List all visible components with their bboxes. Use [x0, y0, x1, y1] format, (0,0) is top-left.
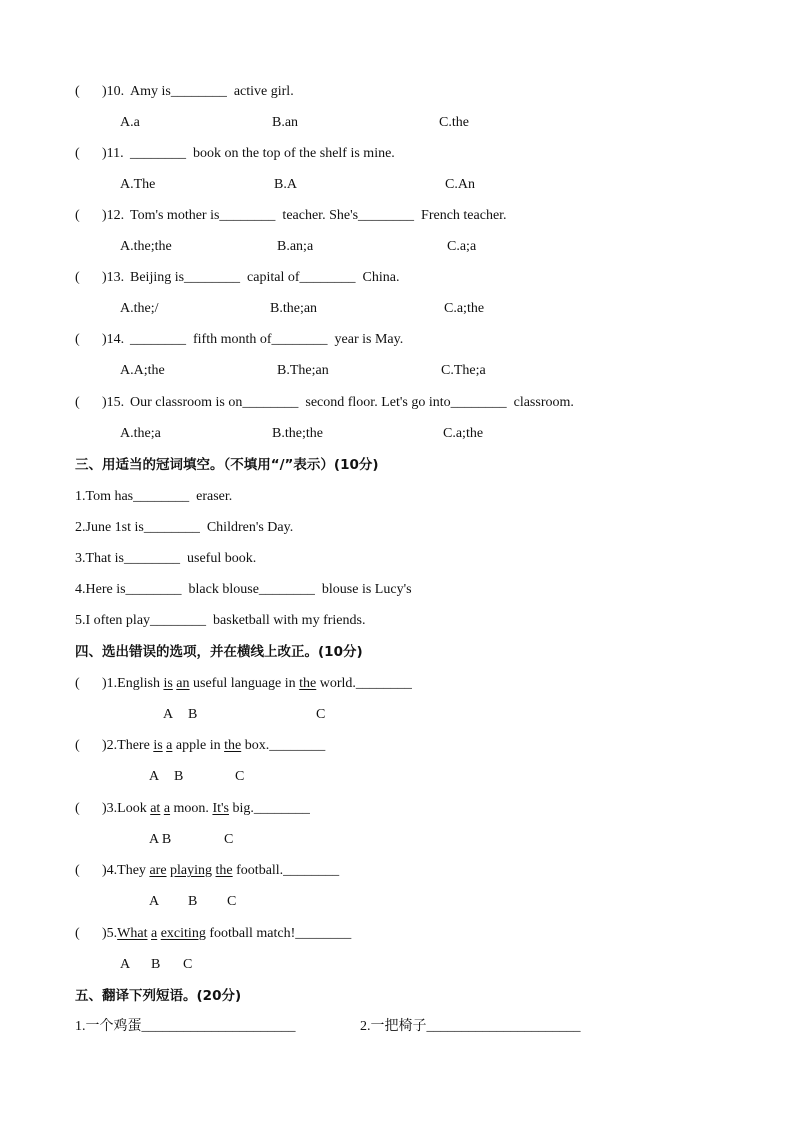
question-number: )13. — [102, 270, 125, 285]
underlined-option: playing — [170, 863, 213, 878]
question-stem: Our classroom is on________ second floor. Let's go into________ classroom. — [130, 395, 574, 410]
underlined-option: an — [176, 676, 190, 691]
answer-option: C.a;the — [443, 426, 484, 441]
sentence-text: )5. — [102, 926, 118, 941]
question-stem: ________ fifth month of________ year is May. — [130, 332, 404, 347]
option-letter: C — [224, 832, 234, 847]
sentence-text: box.________ — [241, 738, 326, 753]
question-stem: Tom's mother is________ teacher. She's________ French teacher. — [130, 208, 507, 223]
question-stem: ________ book on the top of the shelf is mine. — [130, 146, 395, 161]
error-sentence — [102, 800, 310, 818]
section-heading: 三、用适当的冠词填空。（不填用“/”表示）(10分) — [75, 457, 379, 473]
question-number: )15. — [102, 395, 125, 410]
underlined-option: It's — [212, 801, 229, 816]
question-number: )12. — [102, 208, 125, 223]
question-stem: Amy is________ active girl. — [130, 84, 294, 99]
fill-blank-item: 5.I often play________ basketball with my friends. — [75, 613, 366, 628]
question-answer-paren: ( — [75, 332, 80, 347]
question-number: )11. — [102, 146, 124, 161]
option-letter: B — [174, 769, 184, 784]
answer-option: B.the;the — [272, 426, 323, 441]
sentence-text: big.________ — [228, 801, 310, 816]
option-letter: C — [227, 894, 237, 909]
option-letter: A — [163, 707, 174, 722]
question-answer-paren: ( — [75, 863, 80, 878]
question-number: )10. — [102, 84, 125, 99]
question-answer-paren: ( — [75, 395, 80, 410]
question-answer-paren: ( — [75, 84, 80, 99]
answer-option: A.the;a — [120, 426, 161, 441]
translate-item: 1.一个鸡蛋______________________ — [75, 1019, 296, 1034]
error-sentence — [102, 925, 351, 943]
answer-option: C.The;a — [441, 363, 486, 378]
fill-blank-item: 2.June 1st is________ Children's Day. — [75, 520, 294, 535]
fill-blank-item: 1.Tom has________ eraser. — [75, 489, 233, 504]
answer-option: C.An — [445, 177, 475, 192]
option-letter: C — [235, 769, 245, 784]
sentence-text: world.________ — [316, 676, 412, 691]
question-number: )14. — [102, 332, 125, 347]
sentence-text: football.________ — [232, 863, 340, 878]
option-letter: A — [120, 957, 131, 972]
answer-option: B.the;an — [270, 301, 318, 316]
answer-option: C.a;the — [444, 301, 485, 316]
answer-option: B.A — [274, 177, 297, 192]
option-letter: C — [183, 957, 193, 972]
question-answer-paren: ( — [75, 146, 80, 161]
answer-option: B.an;a — [277, 239, 314, 254]
question-answer-paren: ( — [75, 270, 80, 285]
option-letter: C — [316, 707, 326, 722]
underlined-option: is — [153, 738, 163, 753]
question-answer-paren: ( — [75, 676, 80, 691]
fill-blank-item: 4.Here is________ black blouse________ blouse is Lucy's — [75, 582, 412, 597]
sentence-text: )4.They — [102, 863, 150, 878]
underlined-option: a — [151, 926, 158, 941]
question-answer-paren: ( — [75, 208, 80, 223]
underlined-option: a — [163, 801, 171, 816]
underlined-option: What — [117, 926, 148, 941]
underlined-option: a — [166, 738, 173, 753]
option-letter: A — [149, 894, 160, 909]
translate-item: 2.一把椅子______________________ — [360, 1019, 581, 1034]
answer-option: A.A;the — [120, 363, 165, 378]
sentence-text: moon. — [170, 801, 213, 816]
option-letter: B — [188, 894, 198, 909]
error-sentence — [102, 675, 412, 693]
option-letter: A — [149, 769, 160, 784]
answer-option: B.The;an — [277, 363, 329, 378]
answer-option: C.the — [439, 115, 469, 130]
answer-option: A.the;/ — [120, 301, 159, 316]
answer-option: C.a;a — [447, 239, 477, 254]
section-heading: 五、翻译下列短语。(20分) — [75, 988, 242, 1004]
sentence-text: )3.Look — [102, 801, 151, 816]
underlined-option: are — [149, 863, 167, 878]
sentence-text: football match!________ — [205, 926, 352, 941]
error-sentence — [102, 737, 325, 755]
underlined-option: exciting — [160, 926, 206, 941]
underlined-option: the — [215, 863, 233, 878]
sentence-text: apple in — [172, 738, 225, 753]
sentence-text: useful language in — [189, 676, 300, 691]
answer-option: B.an — [272, 115, 299, 130]
question-stem: Beijing is________ capital of________ China. — [130, 270, 400, 285]
answer-option: A.a — [120, 115, 140, 130]
section-heading: 四、选出错误的选项，并在横线上改正。(10分) — [75, 644, 363, 660]
underlined-option: the — [224, 738, 242, 753]
answer-option: A.The — [120, 177, 156, 192]
fill-blank-item: 3.That is________ useful book. — [75, 551, 257, 566]
sentence-text: )2.There — [102, 738, 154, 753]
sentence-text: )1.English — [102, 676, 164, 691]
question-answer-paren: ( — [75, 801, 80, 816]
question-answer-paren: ( — [75, 738, 80, 753]
answer-option: A.the;the — [120, 239, 172, 254]
error-sentence — [102, 862, 339, 880]
underlined-option: the — [299, 676, 317, 691]
option-letter: B — [188, 707, 198, 722]
underlined-option: at — [150, 801, 161, 816]
underlined-option: is — [163, 676, 173, 691]
option-letter: A B — [149, 832, 172, 847]
option-letter: B — [151, 957, 161, 972]
question-answer-paren: ( — [75, 926, 80, 941]
